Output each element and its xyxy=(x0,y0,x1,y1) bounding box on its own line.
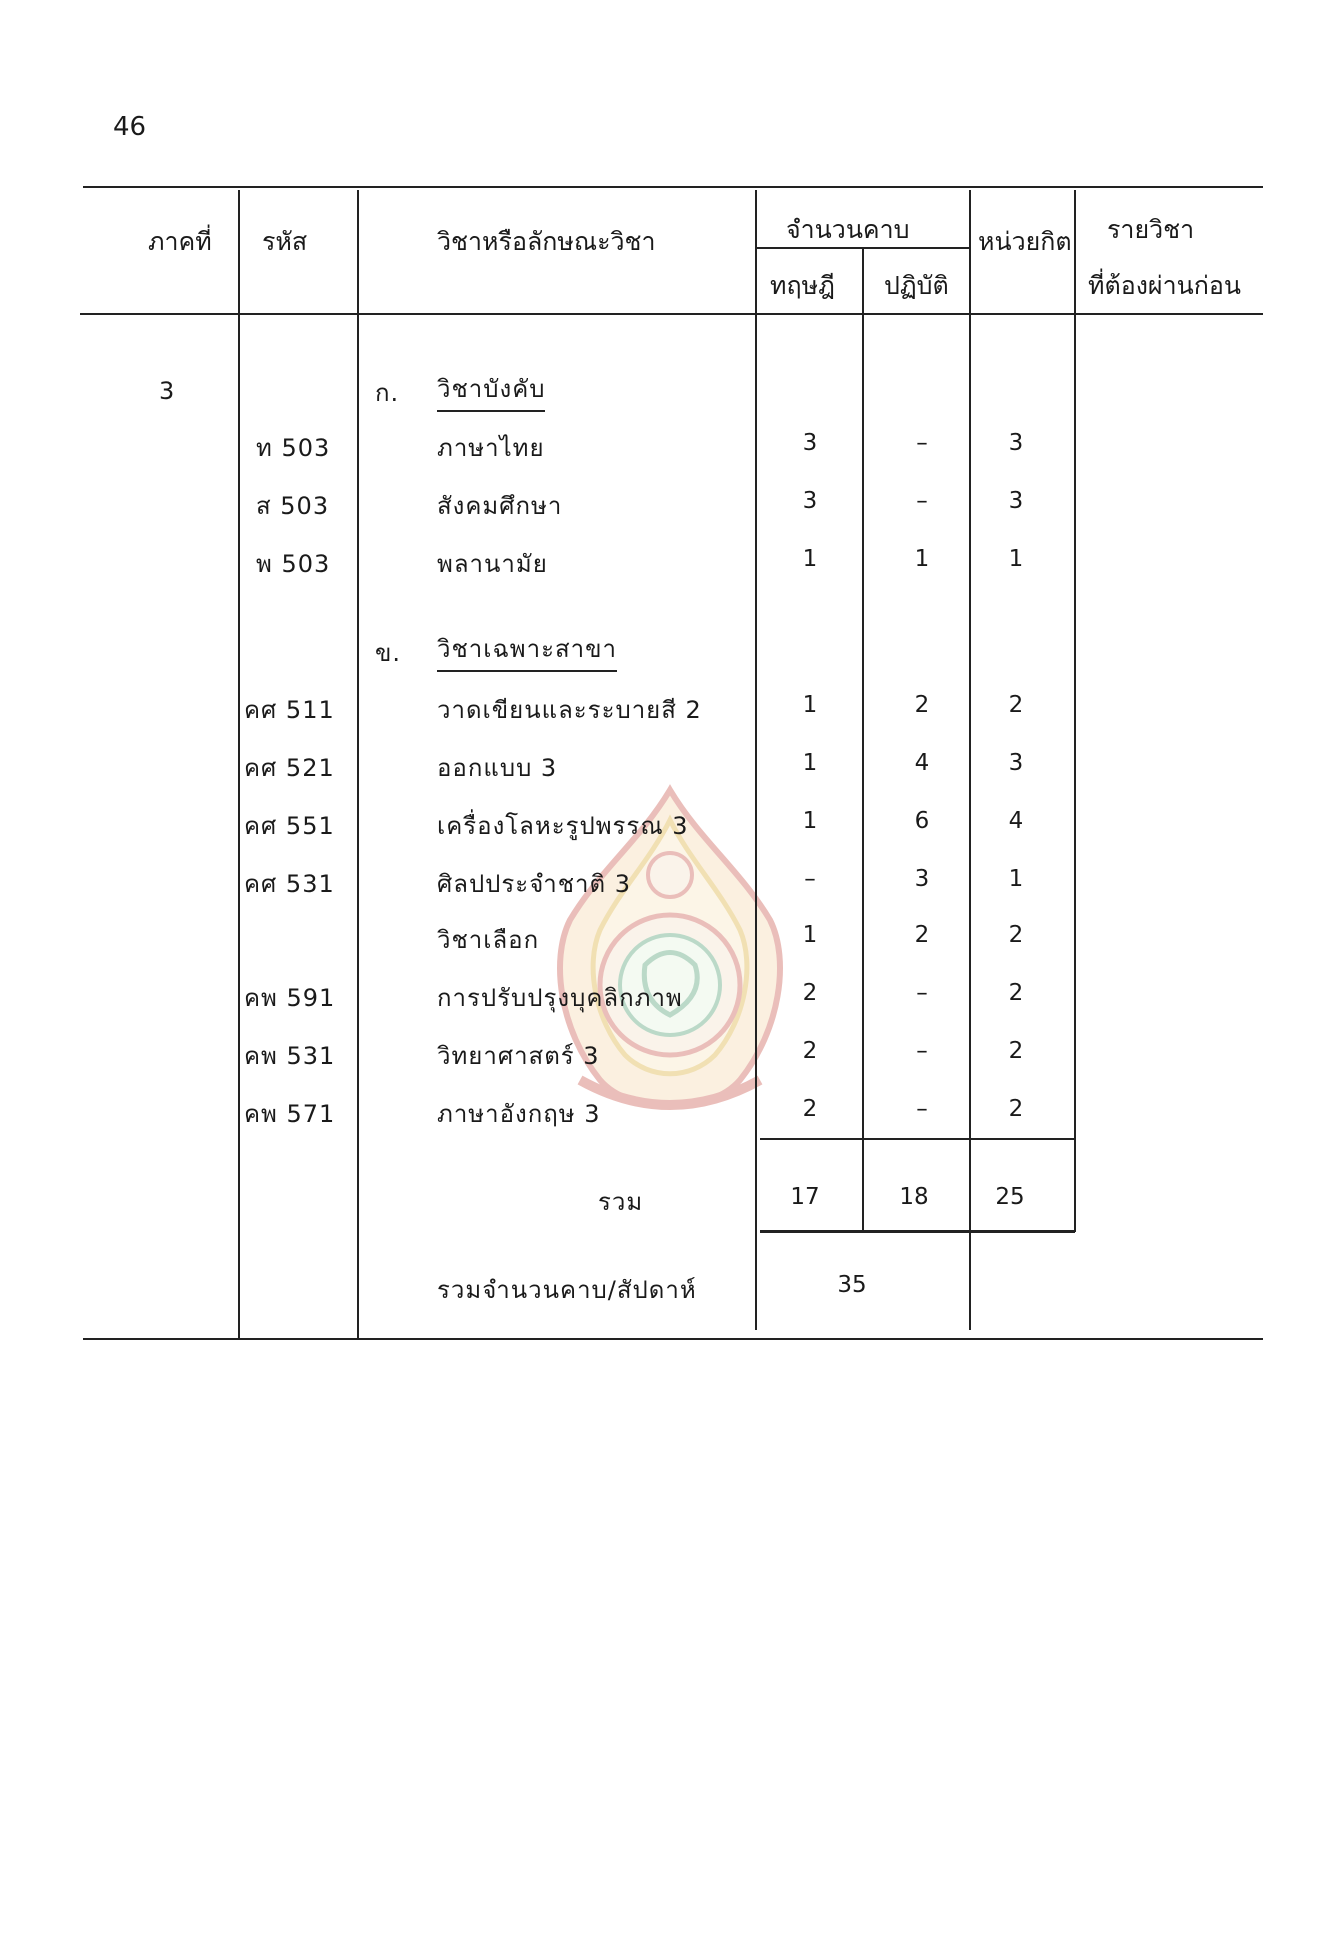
header-prereq-line2: ที่ต้องผ่านก่อน xyxy=(1088,271,1241,300)
row-practice: – xyxy=(916,488,928,514)
row-code: คศ 521 xyxy=(244,754,335,782)
col-divider-theory xyxy=(862,247,864,1232)
row-code: ส 503 xyxy=(256,492,330,520)
row-subject: ออกแบบ 3 xyxy=(437,754,558,782)
row-theory: 1 xyxy=(802,808,818,834)
row-subject: การปรับปรุงบุคลิกภาพ xyxy=(437,984,683,1012)
total-bottom-rule xyxy=(760,1230,1075,1233)
row-theory: – xyxy=(804,866,816,892)
header-subject: วิชาหรือลักษณะวิชา xyxy=(437,227,656,256)
weekly-total-label: รวมจำนวนคาบ/สัปดาห์ xyxy=(437,1276,697,1304)
row-theory: 2 xyxy=(802,980,818,1006)
total-theory: 17 xyxy=(790,1184,820,1210)
row-subject: พลานามัย xyxy=(437,550,548,578)
row-subject: ศิลปประจำชาติ 3 xyxy=(437,870,631,898)
total-practice: 18 xyxy=(899,1184,929,1210)
weekly-total-value: 35 xyxy=(837,1272,867,1298)
row-theory: 2 xyxy=(802,1038,818,1064)
row-credits: 2 xyxy=(1008,1096,1024,1122)
row-credits: 1 xyxy=(1008,546,1024,572)
header-prereq-line1: รายวิชา xyxy=(1107,215,1195,244)
row-code: ท 503 xyxy=(256,434,331,462)
row-practice: 2 xyxy=(914,692,930,718)
row-credits: 2 xyxy=(1008,980,1024,1006)
row-practice: 1 xyxy=(914,546,930,572)
section-a-letter: ก. xyxy=(375,379,400,407)
section-b-title: วิชาเฉพาะสาขา xyxy=(437,629,617,672)
section-a-title: วิชาบังคับ xyxy=(437,369,545,412)
row-practice: – xyxy=(916,1096,928,1122)
col-divider-practice xyxy=(969,190,971,1330)
row-practice: 3 xyxy=(914,866,930,892)
row-subject: เครื่องโลหะรูปพรรณ 3 xyxy=(437,812,689,840)
col-divider-credits xyxy=(1074,190,1076,1232)
col-divider-code xyxy=(357,190,359,1338)
row-practice: – xyxy=(916,980,928,1006)
header-code: รหัส xyxy=(262,227,308,256)
total-credits: 25 xyxy=(995,1184,1025,1210)
table-top-rule xyxy=(83,186,1263,188)
row-practice: – xyxy=(916,430,928,456)
total-label: รวม xyxy=(598,1188,644,1216)
row-practice: 4 xyxy=(914,750,930,776)
row-theory: 1 xyxy=(802,692,818,718)
row-practice: 6 xyxy=(914,808,930,834)
total-top-rule xyxy=(760,1138,1075,1140)
col-divider-subject xyxy=(755,190,757,1330)
row-credits: 3 xyxy=(1008,488,1024,514)
row-code: คศ 531 xyxy=(244,870,335,898)
col-divider-term xyxy=(238,190,240,1338)
row-credits: 2 xyxy=(1008,692,1024,718)
row-theory: 3 xyxy=(802,430,818,456)
header-term: ภาคที่ xyxy=(148,227,212,256)
row-subject: วิทยาศาสตร์ 3 xyxy=(437,1042,600,1070)
header-credits: หน่วยกิต xyxy=(978,227,1072,256)
row-code: คศ 551 xyxy=(244,812,335,840)
row-credits: 3 xyxy=(1008,750,1024,776)
row-theory: 1 xyxy=(802,546,818,572)
row-code: คศ 511 xyxy=(244,696,335,724)
row-subject: วาดเขียนและระบายสี 2 xyxy=(437,696,702,724)
row-credits: 4 xyxy=(1008,808,1024,834)
header-theory: ทฤษฎี xyxy=(770,271,835,300)
header-periods: จำนวนคาบ xyxy=(786,215,910,244)
term-value: 3 xyxy=(159,377,176,405)
row-theory: 3 xyxy=(802,488,818,514)
header-bottom-rule xyxy=(80,313,1263,315)
row-credits: 2 xyxy=(1008,922,1024,948)
row-code: คพ 571 xyxy=(244,1100,336,1128)
row-subject: ภาษาไทย xyxy=(437,434,545,462)
row-practice: – xyxy=(916,1038,928,1064)
row-subject: วิชาเลือก xyxy=(437,926,540,954)
row-subject: ภาษาอังกฤษ 3 xyxy=(437,1100,601,1128)
section-b-letter: ข. xyxy=(375,639,402,667)
row-theory: 1 xyxy=(802,750,818,776)
row-code: คพ 531 xyxy=(244,1042,336,1070)
row-theory: 2 xyxy=(802,1096,818,1122)
row-credits: 2 xyxy=(1008,1038,1024,1064)
row-code: คพ 591 xyxy=(244,984,336,1012)
row-credits: 1 xyxy=(1008,866,1024,892)
header-practice: ปฏิบัติ xyxy=(884,271,949,300)
page-number: 46 xyxy=(113,112,147,142)
row-credits: 3 xyxy=(1008,430,1024,456)
row-code: พ 503 xyxy=(256,550,331,578)
row-subject: สังคมศึกษา xyxy=(437,492,563,520)
table-bottom-rule xyxy=(83,1338,1263,1340)
row-practice: 2 xyxy=(914,922,930,948)
row-theory: 1 xyxy=(802,922,818,948)
